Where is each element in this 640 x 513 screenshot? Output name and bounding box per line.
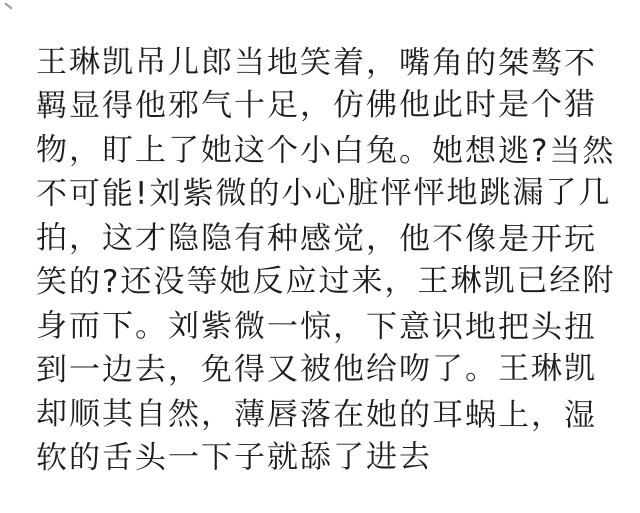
text-line: 不可能!刘紫微的小心脏怦怦地跳漏了几 bbox=[35, 174, 612, 212]
handwritten-text-block bbox=[36, 40, 614, 480]
text-line: 到一边去，免得又被他给吻了。王琳凯 bbox=[35, 350, 598, 388]
text-line: 羁显得他邪气十足，仿佛他此时是个猎 bbox=[35, 86, 598, 124]
text-line: 身而下。刘紫微一惊，下意识地把头扭 bbox=[35, 308, 598, 346]
text-line: 王琳凯吊儿郎当地笑着，嘴角的桀骜不 bbox=[35, 44, 598, 82]
text-line: 软的舌头一下子就舔了进去 bbox=[35, 438, 433, 476]
text-line: 笑的?还没等她反应过来，王琳凯已经附 bbox=[35, 262, 616, 300]
text-line: 拍，这才隐隐有种感觉，他不像是开玩 bbox=[35, 220, 598, 258]
text-line: 物，盯上了她这个小白兔。她想逃?当然 bbox=[35, 132, 616, 170]
pen-stray-mark bbox=[4, 2, 12, 9]
text-line: 却顺其自然，薄唇落在她的耳蜗上，湿 bbox=[35, 396, 598, 434]
